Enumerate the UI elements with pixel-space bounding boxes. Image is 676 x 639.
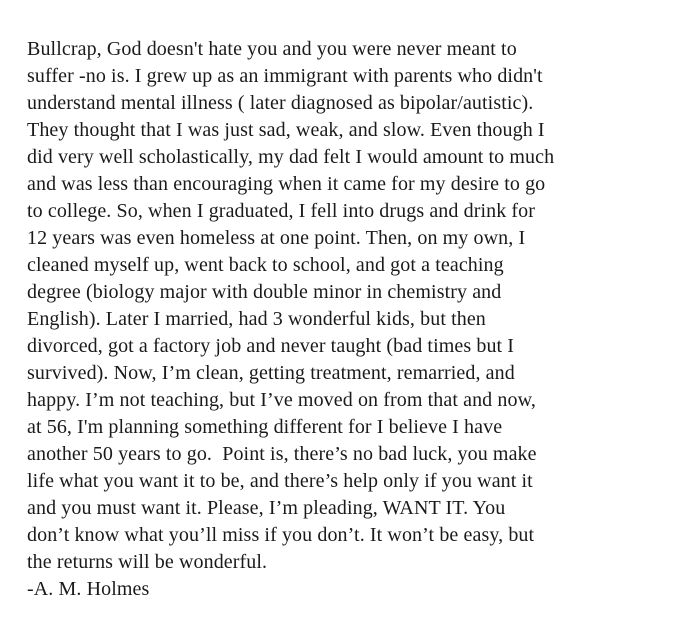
- signature: -A. M. Holmes: [27, 578, 150, 600]
- paragraph-line: the returns will be wonderful.: [27, 551, 268, 573]
- paragraph-line: 12 years was even homeless at one point. Then, on my own, I: [27, 227, 526, 249]
- paragraph-line: at 56, I'm planning something different for I believe I have: [27, 416, 503, 438]
- paragraph-line: English). Later I married, had 3 wonderful kids, but then: [27, 308, 486, 330]
- paragraph-line: don’t know what you’ll miss if you don’t. It won’t be easy, but: [27, 524, 535, 546]
- paragraph-line: did very well scholastically, my dad felt I would amount to much: [27, 146, 555, 168]
- paragraph-line: another 50 years to go. Point is, there’s no bad luck, you make: [27, 443, 537, 465]
- paragraph-line: cleaned myself up, went back to school, and got a teaching: [27, 254, 504, 276]
- paragraph-line: to college. So, when I graduated, I fell into drugs and drink for: [27, 200, 536, 222]
- paragraph-line: survived). Now, I’m clean, getting treatment, remarried, and: [27, 362, 515, 384]
- paragraph-line: happy. I’m not teaching, but I’ve moved on from that and now,: [27, 389, 536, 411]
- paragraph-line: Bullcrap, God doesn't hate you and you were never meant to: [27, 38, 517, 60]
- paragraph-line: and you must want it. Please, I’m pleading, WANT IT. You: [27, 497, 506, 519]
- paragraph-line: understand mental illness ( later diagnosed as bipolar/autistic).: [27, 92, 534, 114]
- paragraph-line: They thought that I was just sad, weak, and slow. Even though I: [27, 119, 545, 141]
- paragraph-line: and was less than encouraging when it came for my desire to go: [27, 173, 546, 195]
- paragraph-line: divorced, got a factory job and never taught (bad times but I: [27, 335, 515, 357]
- paragraph-line: suffer -no is. I grew up as an immigrant with parents who didn't: [27, 65, 543, 87]
- paragraph-line: degree (biology major with double minor in chemistry and: [27, 281, 502, 303]
- paragraph-line: life what you want it to be, and there’s help only if you want it: [27, 470, 533, 492]
